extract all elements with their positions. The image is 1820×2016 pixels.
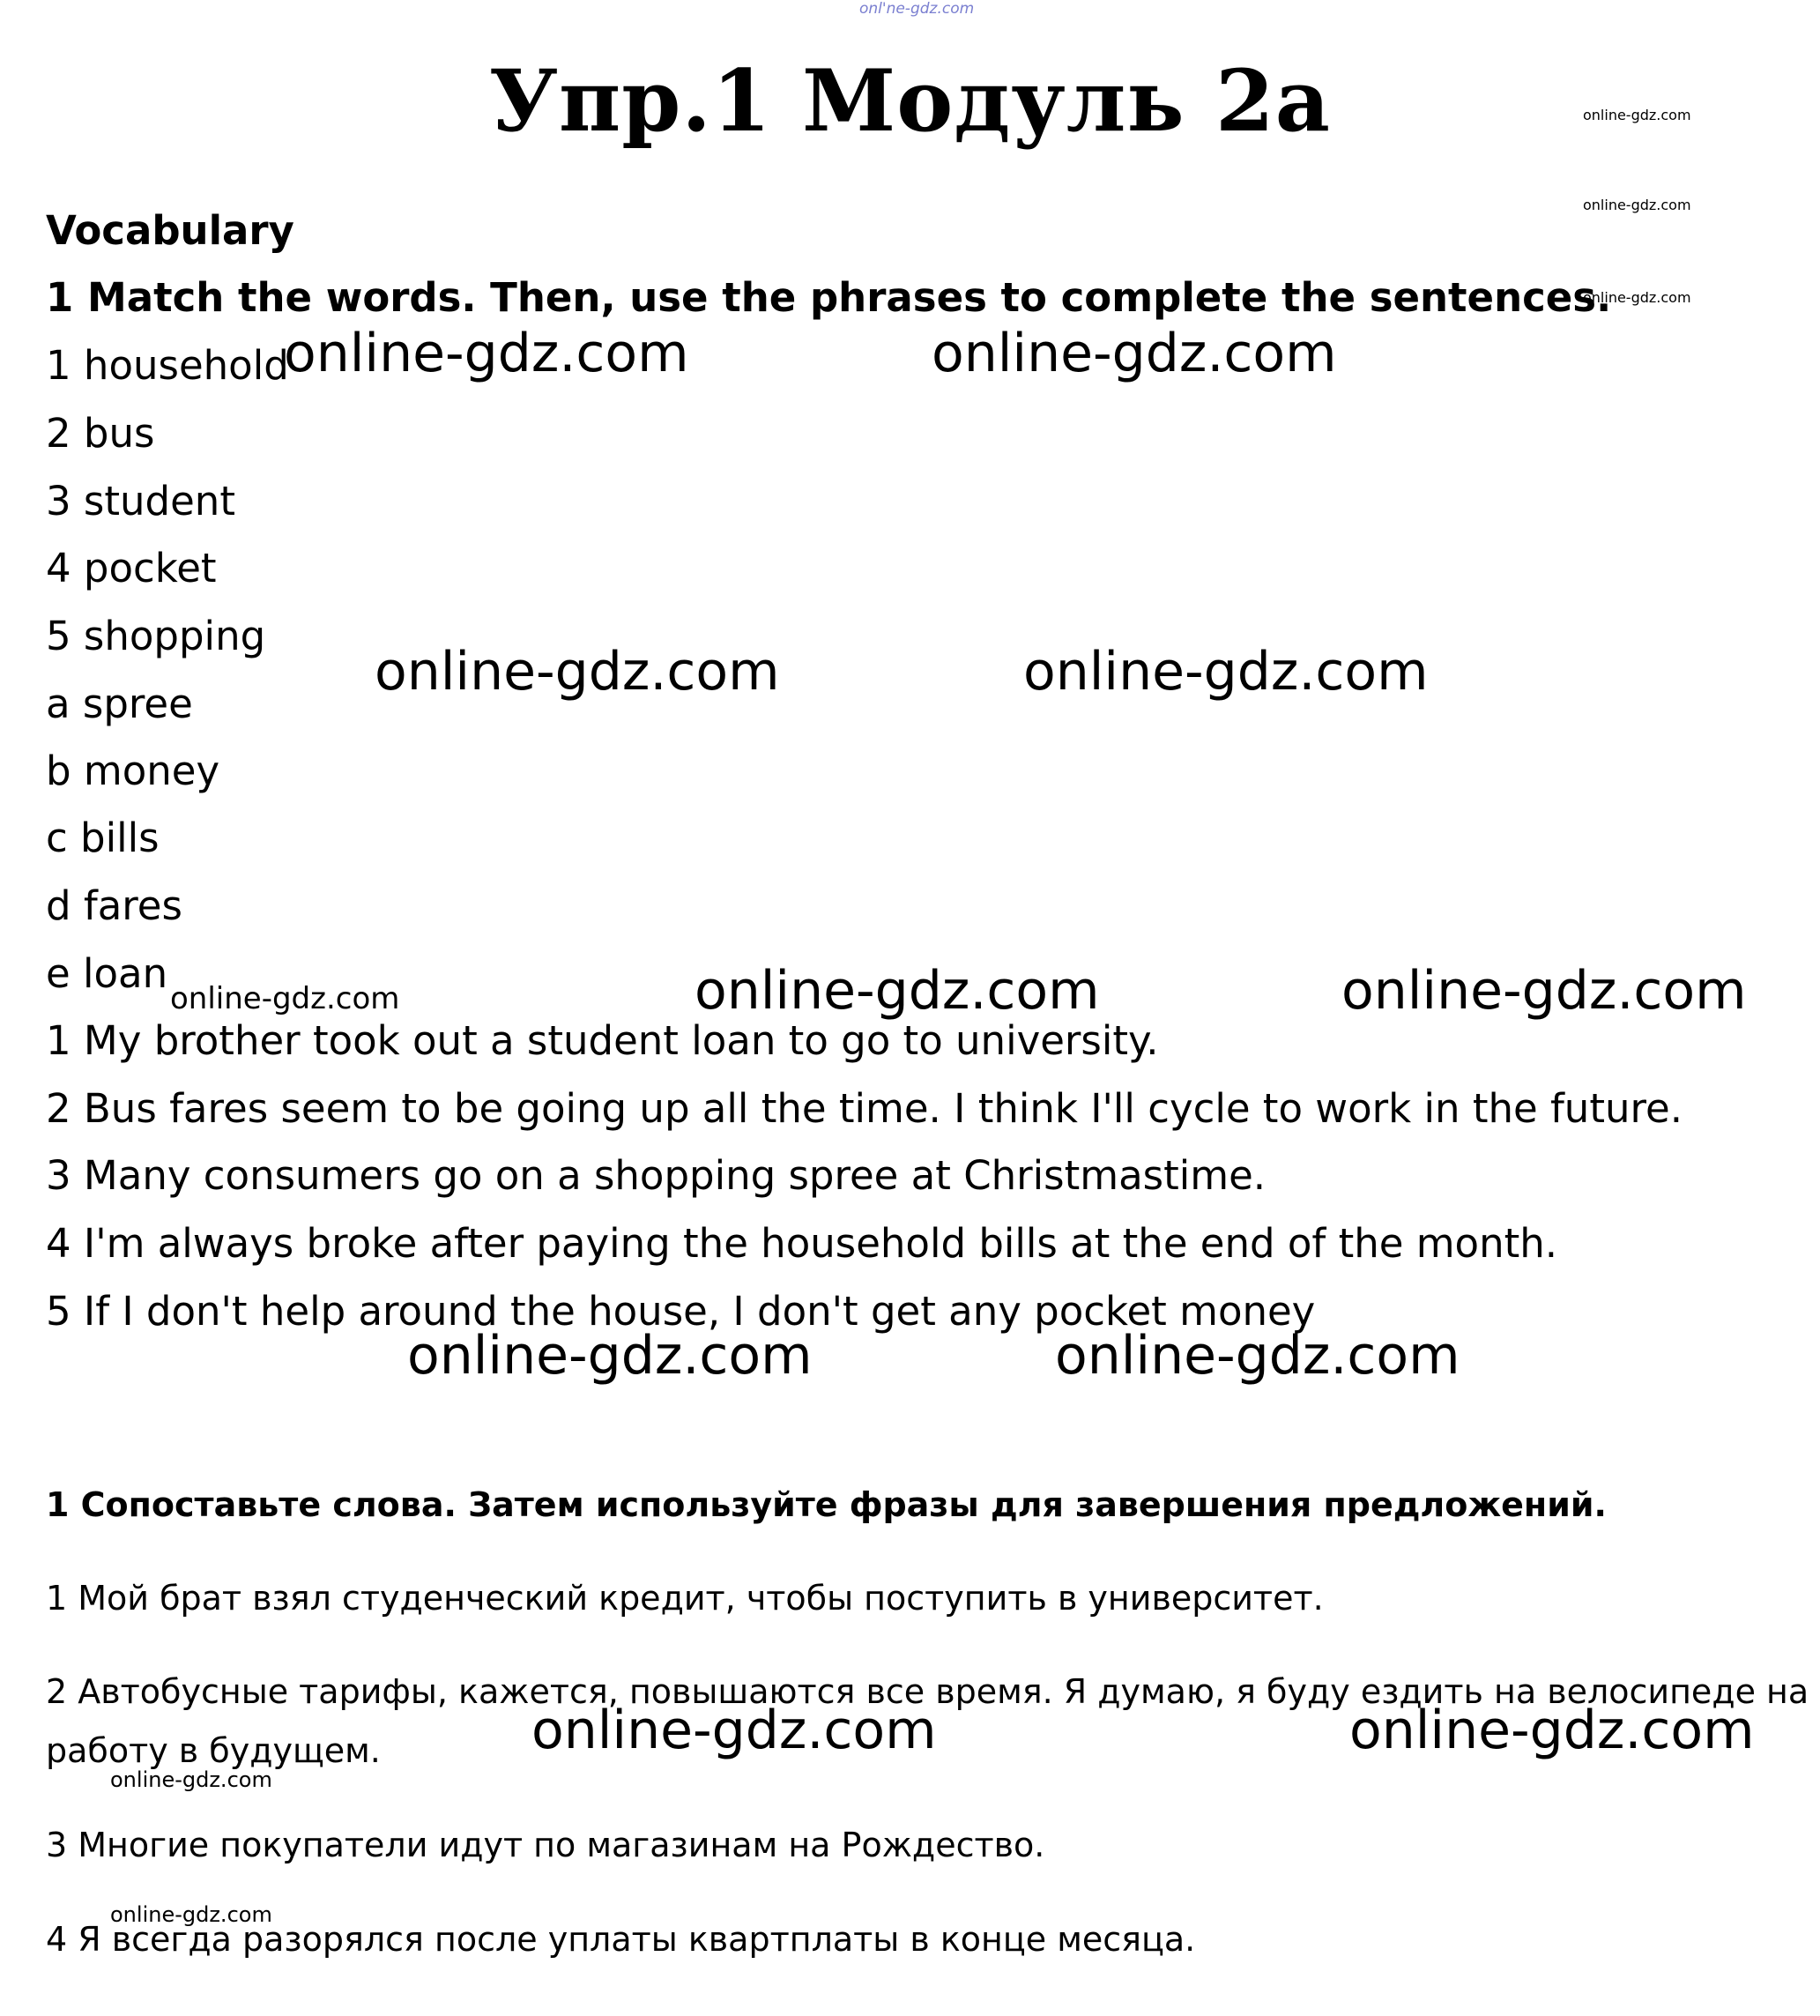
sentence-ru: 1 Мой брат взял студенческий кредит, чтобы поступить в университет.	[46, 1579, 1324, 1618]
watermark-small: online-gdz.com	[1583, 197, 1691, 213]
watermark-large: online-gdz.com	[284, 323, 689, 384]
word-item: 4 pocket	[46, 545, 217, 591]
watermark-small: online-gdz.com	[110, 1767, 272, 1792]
word-item: 1 household	[46, 342, 289, 389]
watermark-large: online-gdz.com	[695, 960, 1100, 1022]
watermark-large: online-gdz.com	[932, 323, 1337, 384]
page-title: Упр.1 Модуль 2а	[489, 51, 1331, 151]
task-instruction-en: 1 Match the words. Then, use the phrases to complete the sentences.	[46, 274, 1612, 321]
sentence-en: 1 My brother took out a student loan to go to university.	[46, 1017, 1159, 1064]
match-item: c bills	[46, 815, 160, 861]
word-item: 3 student	[46, 478, 235, 524]
match-item: d fares	[46, 882, 182, 929]
watermark-large: online-gdz.com	[407, 1325, 813, 1387]
watermark-small: online-gdz.com	[1583, 107, 1691, 123]
watermark-top: onl'ne-gdz.com	[859, 0, 975, 18]
word-item: 2 bus	[46, 410, 155, 457]
word-item: 5 shopping	[46, 613, 266, 659]
sentence-ru: 3 Многие покупатели идут по магазинам на Рождество.	[46, 1826, 1045, 1864]
match-item: e loan	[46, 950, 168, 997]
watermark-large: online-gdz.com	[1055, 1325, 1460, 1387]
watermark-large: online-gdz.com	[375, 641, 780, 703]
watermark-medium: online-gdz.com	[170, 981, 400, 1016]
watermark-large: online-gdz.com	[1349, 1700, 1755, 1761]
watermark-large: online-gdz.com	[1023, 641, 1429, 703]
watermark-large: online-gdz.com	[531, 1700, 937, 1761]
watermark-small: online-gdz.com	[110, 1902, 272, 1927]
sentence-en: 2 Bus fares seem to be going up all the time. I think I'll cycle to work in the future.	[46, 1085, 1683, 1132]
sentence-ru: 4 Я всегда разорялся после уплаты квартплаты в конце месяца.	[46, 1920, 1196, 1959]
watermark-large: online-gdz.com	[1341, 960, 1747, 1022]
match-item: b money	[46, 748, 220, 794]
sentence-en: 3 Many consumers go on a shopping spree at Christmastime.	[46, 1152, 1267, 1199]
section-heading: Vocabulary	[46, 207, 294, 254]
sentence-en: 5 If I don't help around the house, I don't get any pocket money	[46, 1288, 1316, 1335]
sentence-ru: 2 Автобусные тарифы, кажется, повышаются все время. Я думаю, я буду ездить на велосипеде на	[46, 1672, 1809, 1711]
task-instruction-ru: 1 Сопоставьте слова. Затем используйте фразы для завершения предложений.	[46, 1485, 1607, 1524]
match-item: a spree	[46, 681, 193, 727]
sentence-en: 4 I'm always broke after paying the household bills at the end of the month.	[46, 1220, 1558, 1267]
watermark-small: online-gdz.com	[1583, 289, 1691, 306]
sentence-ru: работу в будущем.	[46, 1731, 381, 1770]
